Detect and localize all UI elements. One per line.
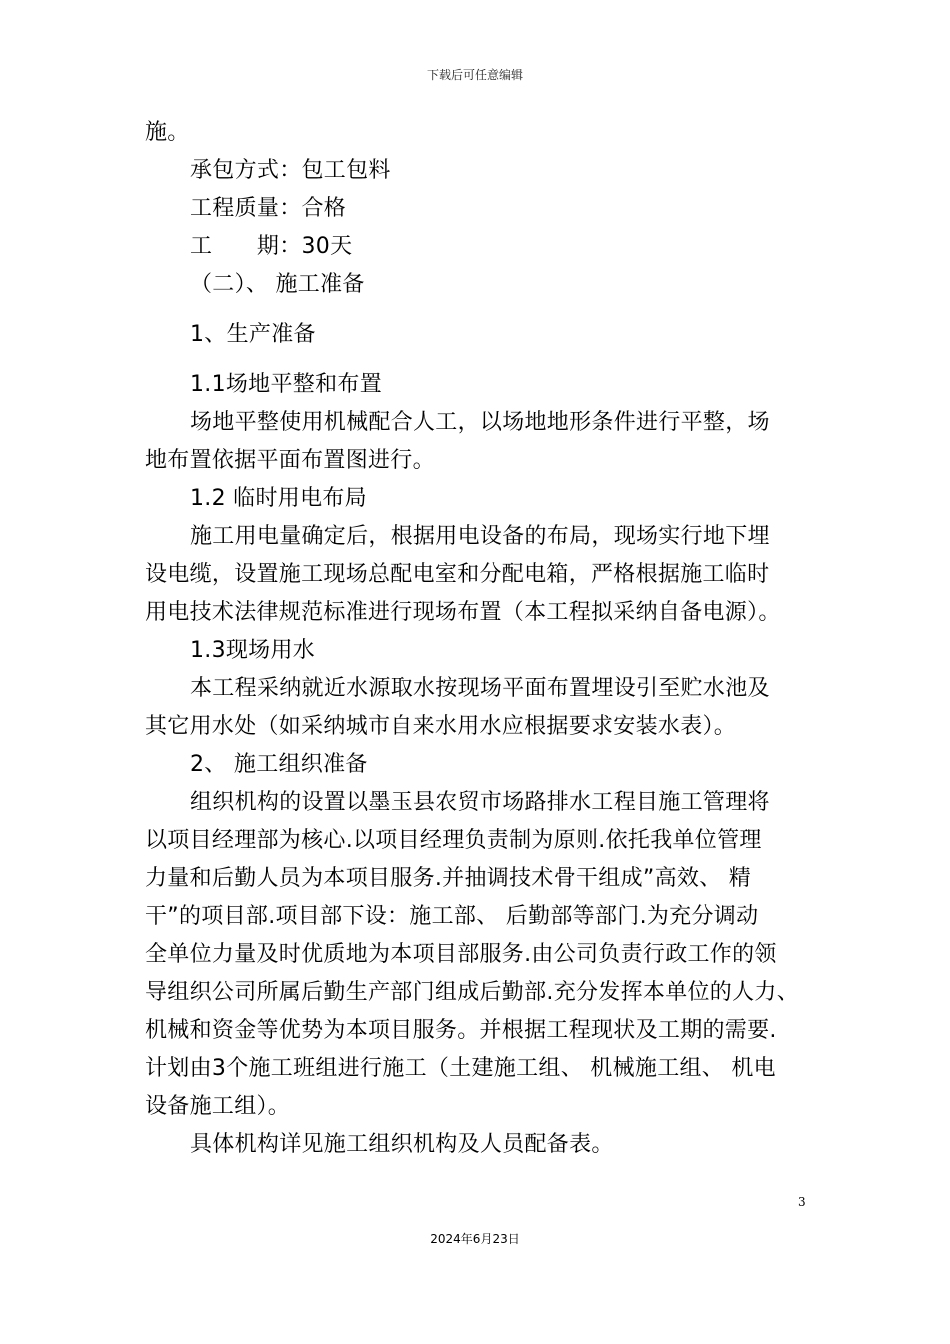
text-line: 全单位力量及时优质地为本项目部服务.由公司负责行政工作的领	[145, 942, 777, 967]
text-line: 组织机构的设置以墨玉县农贸市场路排水工程目施工管理将	[190, 790, 770, 815]
text-line: 设备施工组）。	[145, 1094, 291, 1119]
text-line: 工 期：30天	[190, 234, 353, 259]
text-line: 施工用电量确定后，根据用电设备的布局，现场实行地下埋	[190, 524, 770, 549]
text-line: 导组织公司所属后勤生产部门组成后勤部.充分发挥本单位的人力、	[145, 980, 799, 1005]
text-line: 以项目经理部为核心.以项目经理负责制为原则.依托我单位管理	[145, 828, 762, 853]
text-line: 力量和后勤人员为本项目服务.并抽调技术骨干组成”高效、 精	[145, 866, 752, 891]
document-body	[145, 114, 825, 1164]
text-line: 承包方式：包工包料	[190, 158, 391, 183]
text-line: 1.2 临时用电布局	[190, 486, 367, 511]
text-line: 计划由3个施工班组进行施工（土建施工组、 机械施工组、 机电	[145, 1056, 776, 1081]
text-line: 本工程采纳就近水源取水按现场平面布置埋设引至贮水池及	[190, 676, 770, 701]
text-line: 1.3现场用水	[190, 638, 316, 663]
text-line: 用电技术法律规范标准进行现场布置（本工程拟采纳自备电源）。	[145, 600, 781, 625]
text-line: 地布置依据平面布置图进行。	[145, 448, 435, 473]
text-line: 干”的项目部.项目部下设：施工部、 后勤部等部门.为充分调动	[145, 904, 759, 929]
page-footer-date: 2024年6月23日	[430, 1232, 520, 1246]
text-line: 机械和资金等优势为本项目服务。并根据工程现状及工期的需要.	[145, 1018, 777, 1043]
text-line: 施。	[145, 120, 190, 145]
text-line: 1、生产准备	[190, 322, 316, 347]
text-line: 具体机构详见施工组织机构及人员配备表。	[190, 1132, 614, 1157]
text-line: （二）、 施工准备	[190, 272, 365, 297]
text-line: 1.1场地平整和布置	[190, 372, 382, 397]
page-header: 下载后可任意编辑	[426, 68, 523, 82]
page-number: 3	[798, 1195, 806, 1209]
text-line: 设电缆，设置施工现场总配电室和分配电箱，严格根据施工临时	[145, 562, 770, 587]
text-line: 工程质量：合格	[190, 196, 347, 221]
text-line: 其它用水处（如采纳城市自来水用水应根据要求安装水表）。	[145, 714, 737, 739]
text-line: 场地平整使用机械配合人工，以场地地形条件进行平整，场	[190, 410, 770, 435]
text-line: 2、 施工组织准备	[190, 752, 368, 777]
